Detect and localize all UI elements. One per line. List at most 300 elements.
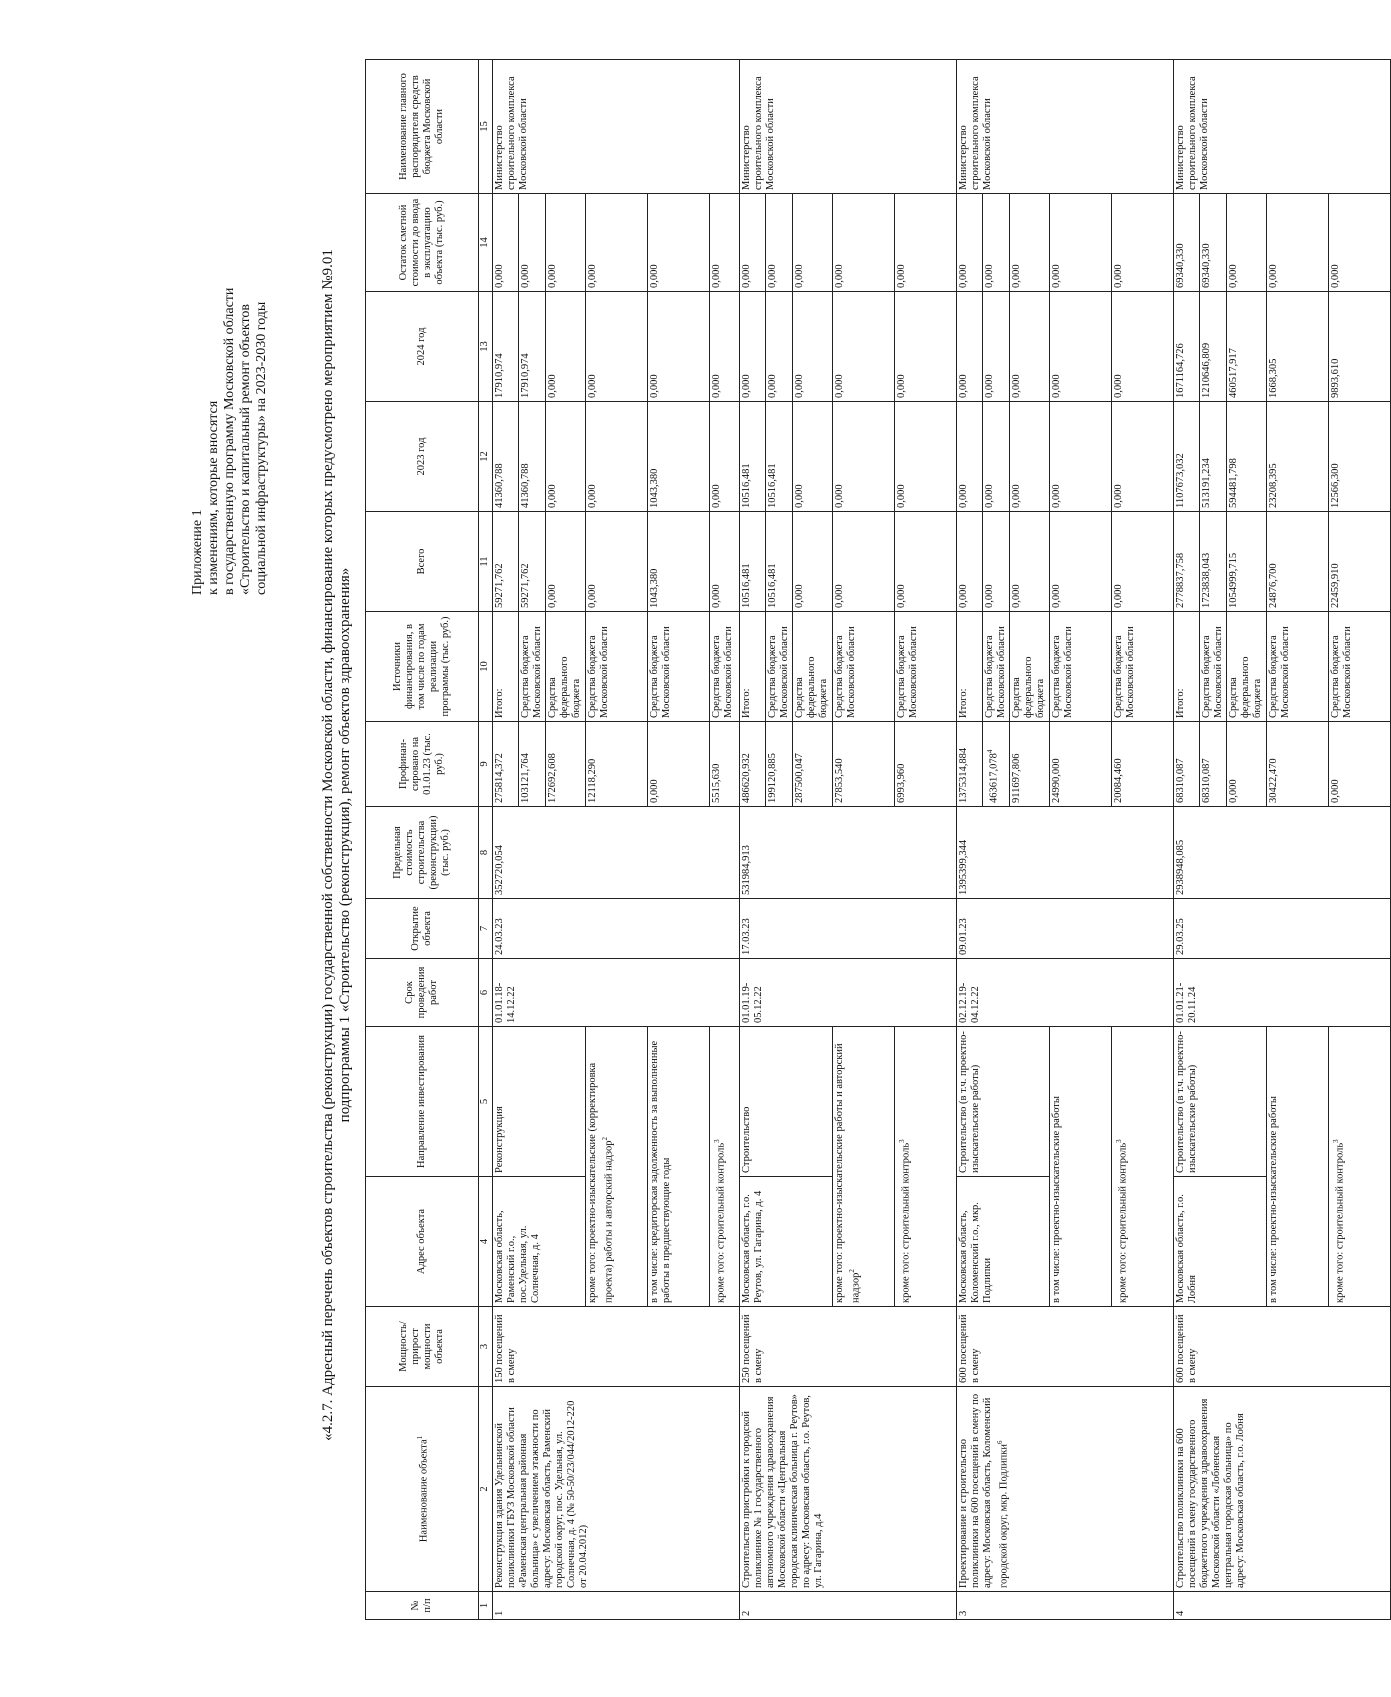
remainder-amount-text: 69340,330 xyxy=(1201,243,1212,288)
header-direction: Направление инвестирования xyxy=(366,1027,479,1177)
financed-amount xyxy=(1112,722,1174,807)
investment-direction-text: кроме того: строительный контроль xyxy=(1334,1142,1346,1303)
total-amount xyxy=(1329,512,1391,612)
financed-amount-text: 6993,960 xyxy=(896,763,907,803)
amount-2023-text: 41360,788 xyxy=(520,463,531,508)
amount-2024-text: 0,000 xyxy=(711,374,722,398)
total-amount xyxy=(1227,512,1267,612)
financed-amount-text: 911697,806 xyxy=(1011,753,1022,803)
amount-2023-text: 41360,788 xyxy=(494,463,505,508)
title-line: подпрограммы 1 «Строительство (реконструкция), ремонт объектов здравоохранения» xyxy=(337,567,353,1123)
financed-amount-text: 275814,372 xyxy=(494,753,505,803)
remainder-amount-text: 0,000 xyxy=(1113,264,1124,288)
document-title xyxy=(320,165,354,1525)
amount-2023-text: 0,000 xyxy=(587,484,598,508)
object-address-text: Московская область, Коломенский г.о., мкр. Подлипки xyxy=(958,1202,993,1303)
investment-direction xyxy=(648,1027,710,1307)
column-numbers-row xyxy=(479,60,493,1620)
amount-2024 xyxy=(895,292,957,402)
limit-cost xyxy=(493,807,740,899)
total-amount-text: 22459,910 xyxy=(1330,563,1341,608)
amount-2024 xyxy=(586,292,648,402)
funding-source-text: Средства бюджета Московской области xyxy=(896,626,919,718)
header-sources: Источники финансирования, в том числе по годам реализации программы (тыс. руб.) xyxy=(366,612,479,722)
object-capacity-text: 150 посещений в смену xyxy=(494,1314,517,1383)
amount-2024-text: 0,000 xyxy=(958,374,969,398)
investment-direction xyxy=(1050,1027,1112,1307)
financed-amount-text: 199120,885 xyxy=(767,753,778,803)
header-financed: Профинан-сировано на 01.01.23 (тыс. руб.) xyxy=(366,722,479,807)
total-amount-text: 10516,481 xyxy=(741,563,752,608)
object-capacity-text: 600 посещений в смену xyxy=(1175,1314,1198,1383)
main-distributor-text: Министерство строительного комплекса Московской области xyxy=(1175,76,1210,190)
amount-2024 xyxy=(546,292,586,402)
header-remainder: Остаток сметной стоимости до ввода в эксплуатацию объекта (тыс. руб.) xyxy=(366,194,479,292)
total-amount xyxy=(957,512,983,612)
column-number: 10 xyxy=(479,612,493,722)
financed-amount-text: 30422,470 xyxy=(1268,758,1279,803)
funding-source-text: Средства федерального бюджета xyxy=(1011,656,1046,718)
amount-2024-text: 1210646,809 xyxy=(1201,342,1212,398)
funding-source-text: Средства федерального бюджета xyxy=(794,656,829,718)
amount-2023 xyxy=(766,402,793,512)
total-amount-text: 59271,762 xyxy=(520,563,531,608)
remainder-amount-text: 0,000 xyxy=(1011,264,1022,288)
funding-source xyxy=(740,612,766,722)
total-amount-text: 0,000 xyxy=(984,584,995,608)
object-capacity-text: 250 посещений в смену xyxy=(741,1314,764,1383)
funding-source-text: Средства бюджета Московской области xyxy=(520,626,543,718)
amount-2023 xyxy=(1267,402,1329,512)
financed-amount xyxy=(586,722,648,807)
funding-source xyxy=(546,612,586,722)
investment-direction-footnote: 3 xyxy=(1332,1139,1340,1143)
investment-direction xyxy=(957,1027,1050,1177)
remainder-amount xyxy=(1112,194,1174,292)
funding-source-text: Средства бюджета Московской области xyxy=(834,626,857,718)
total-amount xyxy=(493,512,519,612)
object-name-text: Строительство пристройки к городской поликлинике № 1 государственного автономного учреждения здравоохранения Московской области «Центральная городская клиническая больница г. Реутов» по адресу: Московская область, г.о. Реутов, ул. Гагарина, д.4 xyxy=(741,1394,824,1588)
financed-amount xyxy=(1174,722,1200,807)
remainder-amount-text: 0,000 xyxy=(649,264,660,288)
investment-direction-text: кроме того: строительный контроль xyxy=(900,1142,912,1303)
main-distributor-text: Министерство строительного комплекса Московской области xyxy=(741,76,776,190)
column-number: 1 xyxy=(479,1592,493,1620)
funding-source xyxy=(1174,612,1200,722)
address-list-table xyxy=(365,59,1391,1620)
financed-amount-text: 0,000 xyxy=(649,779,660,803)
object-name-text: Проектирование и строительство поликлиники на 600 посещений в смену по адресу: Московская область, Коломенский городской округ, мкр. Подлипки xyxy=(958,1393,1010,1588)
total-amount-text: 10516,481 xyxy=(767,563,778,608)
funding-source-text: Итого: xyxy=(1175,688,1186,718)
object-opening-text: 24.03.23 xyxy=(494,918,505,955)
funding-source xyxy=(766,612,793,722)
financed-amount-text: 27853,540 xyxy=(834,758,845,803)
object-number xyxy=(493,1592,740,1620)
remainder-amount xyxy=(1227,194,1267,292)
funding-source xyxy=(833,612,895,722)
funding-source-text: Средства федерального бюджета xyxy=(547,656,582,718)
amount-2024-text: 9893,610 xyxy=(1330,358,1341,398)
amount-2024 xyxy=(983,292,1010,402)
financed-amount xyxy=(519,722,546,807)
amount-2024 xyxy=(1267,292,1329,402)
remainder-amount xyxy=(648,194,710,292)
column-number: 6 xyxy=(479,959,493,1027)
investment-direction xyxy=(895,1027,957,1307)
financed-amount-text: 103121,764 xyxy=(520,753,531,803)
object-number-text: 1 xyxy=(494,1610,505,1616)
object-capacity xyxy=(1174,1307,1391,1387)
financed-amount xyxy=(833,722,895,807)
investment-direction-text: кроме того: проектно-изыскательские (корректировка проекта) работы и авторский надзор xyxy=(587,1062,615,1303)
remainder-amount xyxy=(895,194,957,292)
funding-source xyxy=(710,612,740,722)
amount-2023 xyxy=(1200,402,1227,512)
work-term xyxy=(493,959,740,1027)
amount-2023 xyxy=(833,402,895,512)
remainder-amount-text: 0,000 xyxy=(896,264,907,288)
total-amount xyxy=(586,512,648,612)
investment-direction-text: Строительство (в т.ч. проектно-изыскательские работы) xyxy=(1175,1031,1198,1173)
amount-2024 xyxy=(1112,292,1174,402)
amount-2023-text: 594481,798 xyxy=(1228,458,1239,508)
remainder-amount-text: 0,000 xyxy=(520,264,531,288)
funding-source xyxy=(1200,612,1227,722)
investment-direction-text: кроме того: строительный контроль xyxy=(1117,1142,1129,1303)
main-distributor xyxy=(1174,60,1391,194)
column-number: 9 xyxy=(479,722,493,807)
object-capacity xyxy=(493,1307,740,1387)
work-term-text: 01.01.21-20.11.24 xyxy=(1175,982,1198,1023)
object-opening xyxy=(493,899,740,959)
remainder-amount-text: 69340,330 xyxy=(1175,243,1186,288)
amount-2024-text: 0,000 xyxy=(1051,374,1062,398)
header-opening: Открытие объекта xyxy=(366,899,479,959)
investment-direction xyxy=(1329,1027,1391,1307)
financed-amount-text: 12118,290 xyxy=(587,758,598,803)
remainder-amount-text: 0,000 xyxy=(494,264,505,288)
investment-direction-text: в том числе: кредиторская задолженность за выполненные работы в предшествующие годы xyxy=(649,1040,672,1303)
remainder-amount-text: 0,000 xyxy=(984,264,995,288)
object-capacity xyxy=(957,1307,1174,1387)
header-distributor: Наименование главного распорядителя средств бюджета Московской области xyxy=(366,60,479,194)
amount-2023-text: 10516,481 xyxy=(741,463,752,508)
total-amount-text: 1054999,715 xyxy=(1228,552,1239,608)
object-opening xyxy=(957,899,1174,959)
main-distributor xyxy=(957,60,1174,194)
funding-source xyxy=(1227,612,1267,722)
amount-2024 xyxy=(710,292,740,402)
remainder-amount xyxy=(740,194,766,292)
amount-2023-text: 0,000 xyxy=(711,484,722,508)
amount-2024 xyxy=(648,292,710,402)
work-term xyxy=(1174,959,1391,1027)
remainder-amount xyxy=(1050,194,1112,292)
remainder-amount-text: 0,000 xyxy=(741,264,752,288)
amount-2024-text: 0,000 xyxy=(741,374,752,398)
financed-amount-footnote: 4 xyxy=(986,749,994,754)
amount-2024-text: 460517,917 xyxy=(1228,348,1239,398)
table-row xyxy=(493,60,519,1620)
investment-direction xyxy=(710,1027,740,1307)
table-row xyxy=(957,60,983,1620)
remainder-amount-text: 0,000 xyxy=(794,264,805,288)
column-number: 14 xyxy=(479,194,493,292)
remainder-amount xyxy=(546,194,586,292)
appendix-line: Приложение 1 xyxy=(190,509,205,595)
investment-direction xyxy=(493,1027,586,1177)
financed-amount-text: 20084,460 xyxy=(1113,758,1124,803)
appendix-line: к изменениям, которые вносятся xyxy=(206,400,221,595)
amount-2024 xyxy=(1050,292,1112,402)
funding-source xyxy=(1050,612,1112,722)
remainder-amount-text: 0,000 xyxy=(547,264,558,288)
investment-direction xyxy=(1112,1027,1174,1307)
header-capacity: Мощность/ прирост мощности объекта xyxy=(366,1307,479,1387)
financed-amount-text: 486620,932 xyxy=(741,753,752,803)
object-name xyxy=(957,1387,1174,1592)
title-line: «4.2.7. Адресный перечень объектов строительства (реконструкции) государственной собственности Московской области, финансирование которых предусмотрено мероприятием №9.01 xyxy=(320,249,336,1441)
object-opening xyxy=(1174,899,1391,959)
amount-2024 xyxy=(519,292,546,402)
object-number xyxy=(957,1592,1174,1620)
financed-amount-text: 172692,608 xyxy=(547,753,558,803)
amount-2023-text: 23208,395 xyxy=(1268,463,1279,508)
remainder-amount-text: 0,000 xyxy=(587,264,598,288)
financed-amount xyxy=(1329,722,1391,807)
amount-2024-text: 0,000 xyxy=(587,374,598,398)
amount-2023-text: 0,000 xyxy=(1051,484,1062,508)
column-number: 8 xyxy=(479,807,493,899)
financed-amount-text: 0,000 xyxy=(1330,779,1341,803)
total-amount-text: 0,000 xyxy=(794,584,805,608)
column-number: 15 xyxy=(479,60,493,194)
amount-2024 xyxy=(1200,292,1227,402)
work-term-text: 01.01.19-05.12.22 xyxy=(741,982,764,1023)
amount-2024 xyxy=(740,292,766,402)
financed-amount-text: 68310,087 xyxy=(1201,758,1212,803)
financed-amount xyxy=(493,722,519,807)
investment-direction-footnote: 2 xyxy=(848,1269,856,1273)
object-opening-text: 09.01.23 xyxy=(958,918,969,955)
work-term xyxy=(740,959,957,1027)
header-term: Срок проведения работ xyxy=(366,959,479,1027)
amount-2023-text: 0,000 xyxy=(834,484,845,508)
remainder-amount xyxy=(1329,194,1391,292)
limit-cost-text: 531984,913 xyxy=(741,845,752,895)
investment-direction xyxy=(833,1027,895,1307)
object-number xyxy=(740,1592,957,1620)
amount-2024 xyxy=(1174,292,1200,402)
work-term-text: 01.01.18-14.12.22 xyxy=(494,982,517,1023)
object-name xyxy=(1174,1387,1391,1592)
remainder-amount-text: 0,000 xyxy=(834,264,845,288)
funding-source xyxy=(1329,612,1391,722)
amount-2023-text: 0,000 xyxy=(958,484,969,508)
investment-direction xyxy=(1174,1027,1267,1177)
limit-cost-text: 2938948,085 xyxy=(1175,839,1186,895)
financed-amount xyxy=(766,722,793,807)
funding-source xyxy=(1112,612,1174,722)
remainder-amount xyxy=(710,194,740,292)
object-address-text: Московская область, г.о. Реутов, ул. Гагарина, д. 4 xyxy=(741,1190,764,1303)
remainder-amount xyxy=(586,194,648,292)
header-2023: 2023 год xyxy=(366,402,479,512)
limit-cost xyxy=(957,807,1174,899)
investment-direction-text: кроме того: строительный контроль xyxy=(715,1142,727,1303)
amount-2023 xyxy=(710,402,740,512)
financed-amount xyxy=(793,722,833,807)
amount-2023 xyxy=(546,402,586,512)
funding-source-text: Средства бюджета Московской области xyxy=(984,626,1007,718)
remainder-amount xyxy=(1174,194,1200,292)
object-address xyxy=(493,1177,586,1307)
financed-amount xyxy=(546,722,586,807)
main-distributor xyxy=(740,60,957,194)
header-name xyxy=(366,1387,479,1592)
financed-amount-text: 0,000 xyxy=(1228,779,1239,803)
funding-source-text: Средства бюджета Московской области xyxy=(1051,626,1074,718)
amount-2023-text: 0,000 xyxy=(896,484,907,508)
remainder-amount xyxy=(493,194,519,292)
main-distributor-text: Министерство строительного комплекса Московской области xyxy=(494,76,529,190)
remainder-amount-text: 0,000 xyxy=(767,264,778,288)
amount-2024 xyxy=(1329,292,1391,402)
header-2024: 2024 год xyxy=(366,292,479,402)
investment-direction-footnote: 2 xyxy=(601,1136,609,1141)
financed-amount xyxy=(1050,722,1112,807)
amount-2023 xyxy=(648,402,710,512)
object-opening-text: 17.03.23 xyxy=(741,918,752,955)
amount-2024 xyxy=(766,292,793,402)
amount-2023 xyxy=(519,402,546,512)
object-name-text: Реконструкция здания Удельнинской поликлиники ГБУЗ Московской области «Раменская центральная районная больница» с увеличением этажности по адресу: Московская область, Раменский городской округ, пос. Удельная, ул. Солнечная, д. 4 (№ 50-50/23/044/2012-220 от 20.04.2012) xyxy=(494,1400,589,1588)
total-amount xyxy=(710,512,740,612)
amount-2024-text: 0,000 xyxy=(649,374,660,398)
object-number-text: 3 xyxy=(958,1610,969,1616)
total-amount xyxy=(1010,512,1050,612)
financed-amount-text: 287500,047 xyxy=(794,753,805,803)
amount-2023 xyxy=(1329,402,1391,512)
column-number: 2 xyxy=(479,1387,493,1592)
amount-2023 xyxy=(1112,402,1174,512)
amount-2024 xyxy=(833,292,895,402)
investment-direction-text: в том числе: проектно-изыскательские работы xyxy=(1268,1096,1279,1303)
financed-amount xyxy=(1200,722,1227,807)
amount-2024-text: 17910,974 xyxy=(494,353,505,398)
remainder-amount xyxy=(766,194,793,292)
remainder-amount xyxy=(519,194,546,292)
amount-2024 xyxy=(1010,292,1050,402)
funding-source-text: Средства бюджета Московской области xyxy=(587,626,610,718)
remainder-amount xyxy=(1010,194,1050,292)
table-row xyxy=(1174,60,1200,1620)
total-amount-text: 59271,762 xyxy=(494,563,505,608)
total-amount xyxy=(1050,512,1112,612)
amount-2023 xyxy=(740,402,766,512)
remainder-amount xyxy=(793,194,833,292)
total-amount-text: 0,000 xyxy=(896,584,907,608)
financed-amount-text: 1375314,884 xyxy=(958,747,969,803)
funding-source xyxy=(586,612,648,722)
table-body xyxy=(479,60,1391,1620)
column-number: 13 xyxy=(479,292,493,402)
financed-amount xyxy=(740,722,766,807)
funding-source-text: Средства бюджета Московской области xyxy=(1268,626,1291,718)
investment-direction-text: Строительство (в т.ч. проектно-изыскательские работы) xyxy=(958,1031,981,1173)
remainder-amount-text: 0,000 xyxy=(711,264,722,288)
total-amount-text: 0,000 xyxy=(547,584,558,608)
amount-2023 xyxy=(586,402,648,512)
remainder-amount xyxy=(957,194,983,292)
amount-2023 xyxy=(1227,402,1267,512)
total-amount-text: 0,000 xyxy=(1113,584,1124,608)
investment-direction-footnote: 3 xyxy=(713,1139,721,1143)
funding-source xyxy=(519,612,546,722)
column-number: 3 xyxy=(479,1307,493,1387)
amount-2023-text: 1107673,032 xyxy=(1175,453,1186,508)
funding-source-text: Итого: xyxy=(494,688,505,718)
object-number xyxy=(1174,1592,1391,1620)
total-amount xyxy=(1112,512,1174,612)
amount-2024-text: 0,000 xyxy=(547,374,558,398)
funding-source-text: Средства бюджета Московской области xyxy=(767,626,790,718)
remainder-amount-text: 0,000 xyxy=(1330,264,1341,288)
funding-source-text: Итого: xyxy=(741,688,752,718)
column-number: 5 xyxy=(479,1027,493,1177)
total-amount-text: 24876,700 xyxy=(1268,563,1279,608)
total-amount xyxy=(1200,512,1227,612)
financed-amount xyxy=(957,722,983,807)
object-address-text: Московская область, г.о. Лобня xyxy=(1175,1194,1198,1303)
funding-source xyxy=(493,612,519,722)
object-address xyxy=(1174,1177,1267,1307)
header-name-text: Наименование объекта xyxy=(418,1439,430,1543)
remainder-amount-text: 0,000 xyxy=(958,264,969,288)
amount-2024 xyxy=(493,292,519,402)
amount-2023-text: 12566,300 xyxy=(1330,463,1341,508)
total-amount xyxy=(793,512,833,612)
funding-source xyxy=(957,612,983,722)
financed-amount xyxy=(1227,722,1267,807)
amount-2024-text: 0,000 xyxy=(1011,374,1022,398)
object-address xyxy=(957,1177,1050,1307)
total-amount-text: 2778837,758 xyxy=(1175,552,1186,608)
amount-2023 xyxy=(493,402,519,512)
financed-amount xyxy=(1010,722,1050,807)
total-amount-text: 0,000 xyxy=(834,584,845,608)
amount-2024-text: 0,000 xyxy=(767,374,778,398)
amount-2023 xyxy=(793,402,833,512)
financed-amount-text: 463617,078 xyxy=(988,753,1000,803)
main-distributor-text: Министерство строительного комплекса Московской области xyxy=(958,76,993,190)
object-number-text: 4 xyxy=(1175,1610,1186,1616)
funding-source xyxy=(1010,612,1050,722)
limit-cost-text: 1395399,344 xyxy=(958,839,969,895)
amount-2023 xyxy=(895,402,957,512)
funding-source-text: Средства бюджета Московской области xyxy=(1113,626,1136,718)
amount-2024-text: 0,000 xyxy=(1113,374,1124,398)
amount-2024-text: 1671164,726 xyxy=(1175,343,1186,398)
funding-source-text: Средства бюджета Московской области xyxy=(1330,626,1353,718)
appendix-note xyxy=(190,55,270,595)
total-amount xyxy=(1267,512,1329,612)
funding-source xyxy=(1267,612,1329,722)
investment-direction-footnote: 3 xyxy=(898,1139,906,1143)
work-term-text: 02.12.19-04.12.22 xyxy=(958,982,981,1023)
investment-direction-text: Реконструкция xyxy=(494,1106,505,1173)
